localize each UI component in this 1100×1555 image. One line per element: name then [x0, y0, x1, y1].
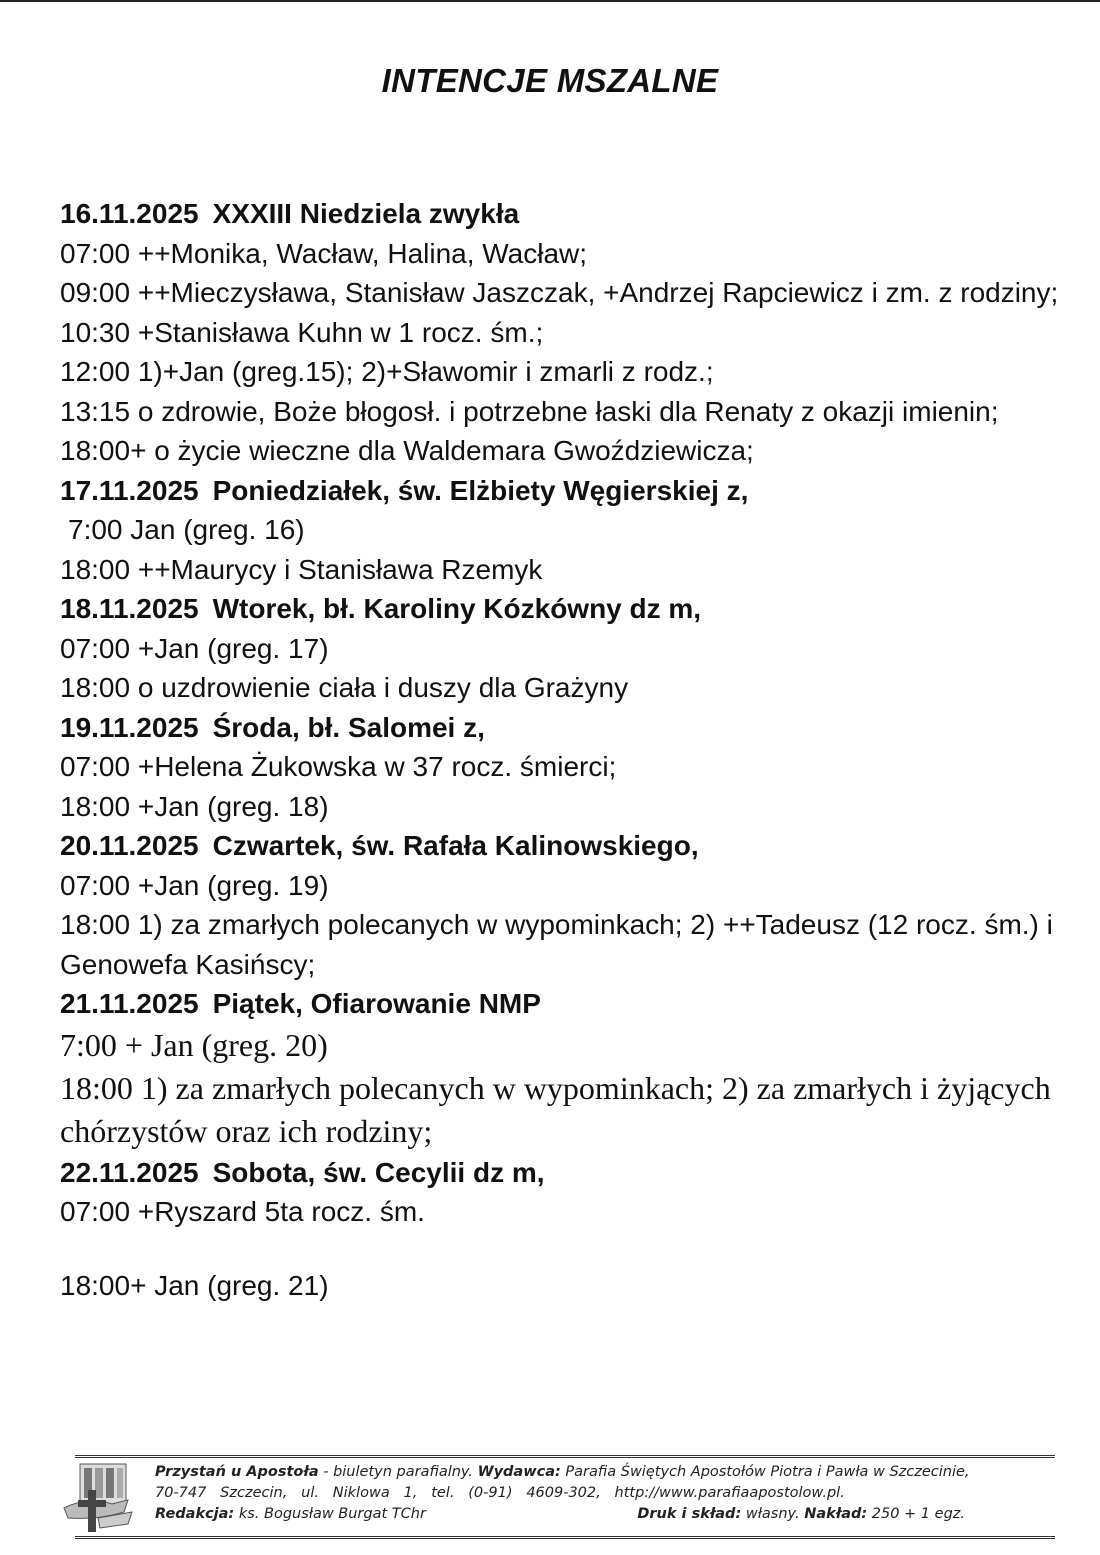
day-feast: Wtorek, bł. Karoliny Kózkówny dz m,: [212, 593, 702, 624]
day-date: 16.11.2025: [60, 198, 199, 229]
footer-line-3: [155, 1504, 1045, 1525]
page-title: INTENCJE MSZALNE: [381, 62, 719, 99]
day-heading: [60, 984, 1070, 1024]
day-date: 22.11.2025: [60, 1156, 199, 1188]
bulletin-name: Przystań u Apostoła: [155, 1464, 319, 1480]
mass-intention: 18:00+ o życie wieczne dla Waldemara Gwoździewicza;: [60, 435, 754, 466]
footer-divider-top: [75, 1455, 1055, 1458]
day-feast: Poniedziałek, św. Elżbiety Węgierskiej z,: [212, 474, 749, 506]
publisher-value: Parafia Świętych Apostołów Piotra i Pawła w Szczecinie,: [560, 1464, 970, 1480]
mass-intention: 18:00+ Jan (greg. 21): [60, 1269, 329, 1301]
bulletin-desc: - biuletyn parafialny.: [318, 1464, 478, 1480]
day-date: 21.11.2025: [60, 988, 199, 1019]
copies-value: 250 + 1 egz.: [867, 1506, 965, 1522]
mass-intention: 07:00 +Jan (greg. 17): [60, 632, 329, 664]
day-date: 19.11.2025: [60, 711, 199, 743]
spacer: [60, 1232, 1070, 1266]
day-date: 20.11.2025: [60, 830, 199, 861]
publisher-label: Wydawca:: [477, 1464, 561, 1480]
day-heading: [60, 471, 1070, 511]
footer-line-1: [155, 1462, 1045, 1483]
footer-editor: [155, 1504, 426, 1525]
copies-label: Nakład:: [804, 1506, 868, 1522]
footer-address: 70-747 Szczecin, ul. Niklowa 1, tel. (0-91) 4609-302, http://www.parafiaapostolow.pl.: [155, 1485, 845, 1501]
day-heading: [60, 1153, 1070, 1193]
day-feast: XXXIII Niedziela zwykła: [212, 198, 520, 229]
footer-divider-bottom: [75, 1536, 1055, 1539]
day-feast: Sobota, św. Cecylii dz m,: [212, 1156, 545, 1188]
mass-intention: 07:00 +Ryszard 5ta rocz. śm.: [60, 1196, 425, 1227]
day-heading: [60, 589, 1070, 629]
top-border: [0, 0, 1100, 2]
mass-intention: 09:00 ++Mieczysława, Stanisław Jaszczak, +Andrzej Rapciewicz i zm. z rodziny;: [60, 277, 1059, 308]
day-date: 18.11.2025: [60, 593, 199, 624]
mass-intention: 10:30 +Stanisława Kuhn w 1 rocz. śm.;: [60, 316, 544, 348]
mass-intentions-list: [60, 194, 1070, 1305]
mass-intention: 12:00 1)+Jan (greg.15); 2)+Sławomir i zmarli z rodz.;: [60, 356, 714, 387]
mass-intention: 13:15 o zdrowie, Boże błogosł. i potrzebne łaski dla Renaty z okazji imienin;: [60, 395, 999, 427]
mass-intention: 18:00 1) za zmarłych polecanych w wypominkach; 2) ++Tadeusz (12 rocz. śm.) i Genowefa Kasińscy;: [60, 909, 1053, 980]
print-label: Druk i skład:: [637, 1506, 742, 1522]
mass-intention: 18:00 +Jan (greg. 18): [60, 790, 329, 822]
print-value: własny.: [741, 1506, 805, 1522]
mass-intention: 7:00 Jan (greg. 16): [68, 514, 305, 545]
editor-value: ks. Bogusław Burgat TChr: [234, 1506, 426, 1522]
day-feast: Środa, bł. Salomei z,: [212, 711, 485, 743]
day-date: 17.11.2025: [60, 474, 199, 506]
mass-intention: 07:00 +Jan (greg. 19): [60, 869, 329, 901]
day-feast: Czwartek, św. Rafała Kalinowskiego,: [212, 830, 699, 861]
day-feast: Piątek, Ofiarowanie NMP: [212, 988, 541, 1019]
parish-logo-icon: [58, 1460, 138, 1535]
mass-intention: 7:00 + Jan (greg. 20): [60, 1026, 328, 1063]
day-heading: [60, 708, 1070, 748]
day-heading: [60, 194, 1070, 234]
editor-label: Redakcja:: [155, 1506, 235, 1522]
footer-print: [637, 1504, 965, 1525]
footer-colophon: [155, 1462, 1045, 1525]
day-heading: [60, 826, 1070, 866]
mass-intention: 07:00 +Helena Żukowska w 37 rocz. śmierci;: [60, 751, 617, 782]
mass-intention: 18:00 o uzdrowienie ciała i duszy dla Grażyny: [60, 672, 629, 703]
mass-intention: 07:00 ++Monika, Wacław, Halina, Wacław;: [60, 237, 588, 269]
mass-intention: 18:00 1) za zmarłych polecanych w wypominkach; 2) za zmarłych i żyjących chórzystów oraz ich rodziny;: [60, 1069, 1051, 1149]
mass-intention: 18:00 ++Maurycy i Stanisława Rzemyk: [60, 553, 543, 585]
